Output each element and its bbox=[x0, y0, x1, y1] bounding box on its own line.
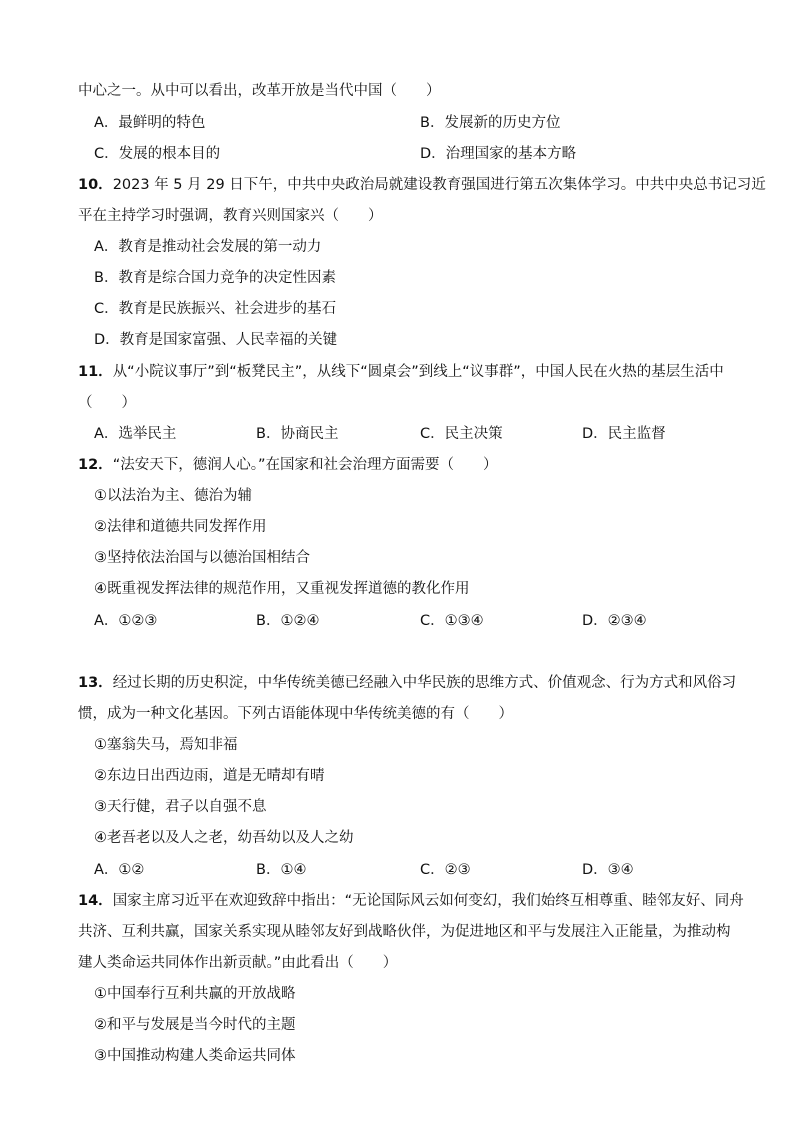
q13-option-d: D．③④ bbox=[582, 862, 634, 878]
q12-option-a: A．①②③ bbox=[94, 613, 158, 629]
q12-option-d: D．②③④ bbox=[582, 613, 647, 629]
q13-item-3: ③天行健，君子以自强不息 bbox=[94, 799, 267, 815]
q11-option-d: D．民主监督 bbox=[582, 426, 666, 442]
q13-option-a: A．①② bbox=[94, 862, 145, 878]
q13-option-b: B．①④ bbox=[256, 862, 307, 878]
q14-item-3: ③中国推动构建人类命运共同体 bbox=[94, 1048, 296, 1064]
q13-option-c: C．②③ bbox=[420, 862, 471, 878]
q12-option-b: B．①②④ bbox=[256, 613, 320, 629]
q10-option-b: B．教育是综合国力竞争的决定性因素 bbox=[94, 270, 336, 286]
q12-text-line1: “法安天下，德润人心。”在国家和社会治理方面需要（ ） bbox=[112, 457, 498, 473]
q12-number: 12． bbox=[78, 457, 113, 473]
q12-item-2: ②法律和道德共同发挥作用 bbox=[94, 519, 267, 535]
q13-number: 13． bbox=[78, 675, 113, 691]
q13-text-line1: 经过长期的历史积淀，中华传统美德已经融入中华民族的思维方式、价值观念、行为方式和风俗习 bbox=[112, 675, 737, 691]
q10-option-c: C．教育是民族振兴、社会进步的基石 bbox=[94, 301, 337, 317]
q10-stem-line2: 平在主持学习时强调，教育兴则国家兴（ ） bbox=[78, 208, 383, 224]
q10-option-d: D．教育是国家富强、人民幸福的关键 bbox=[94, 332, 338, 348]
q11-text-line1: 从“小院议事厅”到“板凳民主”，从线下“圆桌会”到线上“议事群”，中国人民在火热的基层生活中 bbox=[112, 364, 724, 380]
q14-stem-line3: 建人类命运共同体作出新贡献。”由此看出（ ） bbox=[78, 955, 398, 971]
q14-stem-line2: 共济、互利共赢，国家关系实现从睦邻友好到战略伙伴，为促进地区和平与发展注入正能量，为推动构 bbox=[78, 924, 731, 940]
q10-option-a: A．教育是推动社会发展的第一动力 bbox=[94, 239, 322, 255]
q14-text-line1: 国家主席习近平在欢迎致辞中指出：“无论国际风云如何变幻，我们始终互相尊重、睦邻友好、同舟 bbox=[112, 893, 744, 909]
q12-item-1: ①以法治为主、德治为辅 bbox=[94, 488, 252, 504]
q10-stem-line1 bbox=[78, 175, 766, 195]
q11-stem-line1 bbox=[78, 362, 724, 382]
q9-stem-tail: 中心之一。从中可以看出，改革开放是当代中国（ ） bbox=[78, 83, 441, 99]
q12-item-3: ③坚持依法治国与以德治国相结合 bbox=[94, 550, 310, 566]
q11-number: 11． bbox=[78, 364, 113, 380]
q14-item-2: ②和平与发展是当今时代的主题 bbox=[94, 1017, 296, 1033]
q13-item-2: ②东边日出西边雨，道是无晴却有晴 bbox=[94, 768, 325, 784]
q9-option-c: C．发展的根本目的 bbox=[94, 146, 221, 162]
q13-item-1: ①塞翁失马，焉知非福 bbox=[94, 737, 238, 753]
q14-item-1: ①中国奉行互利共赢的开放战略 bbox=[94, 986, 296, 1002]
q9-option-b: B．发展新的历史方位 bbox=[420, 115, 561, 131]
q11-stem-line2: （ ） bbox=[78, 395, 136, 411]
q14-stem-line1 bbox=[78, 891, 744, 911]
q12-option-c: C．①③④ bbox=[420, 613, 484, 629]
q10-text-line1: 2023 年 5 月 29 日下午，中共中央政治局就建设教育强国进行第五次集体学习。中共中央总书记习近 bbox=[112, 177, 766, 193]
q13-stem-line2: 惯，成为一种文化基因。下列古语能体现中华传统美德的有（ ） bbox=[78, 706, 513, 722]
q11-option-c: C．民主决策 bbox=[420, 426, 503, 442]
q12-item-4: ④既重视发挥法律的规范作用，又重视发挥道德的教化作用 bbox=[94, 581, 470, 597]
q13-stem-line1 bbox=[78, 673, 736, 693]
q9-option-d: D．治理国家的基本方略 bbox=[420, 146, 577, 162]
q10-number: 10． bbox=[78, 177, 113, 193]
q13-item-4: ④老吾老以及人之老，幼吾幼以及人之幼 bbox=[94, 830, 354, 846]
q11-option-a: A．选举民主 bbox=[94, 426, 177, 442]
q12-stem-line1 bbox=[78, 455, 497, 475]
q9-option-a: A．最鲜明的特色 bbox=[94, 115, 206, 131]
q11-option-b: B．协商民主 bbox=[256, 426, 339, 442]
q14-number: 14． bbox=[78, 893, 113, 909]
